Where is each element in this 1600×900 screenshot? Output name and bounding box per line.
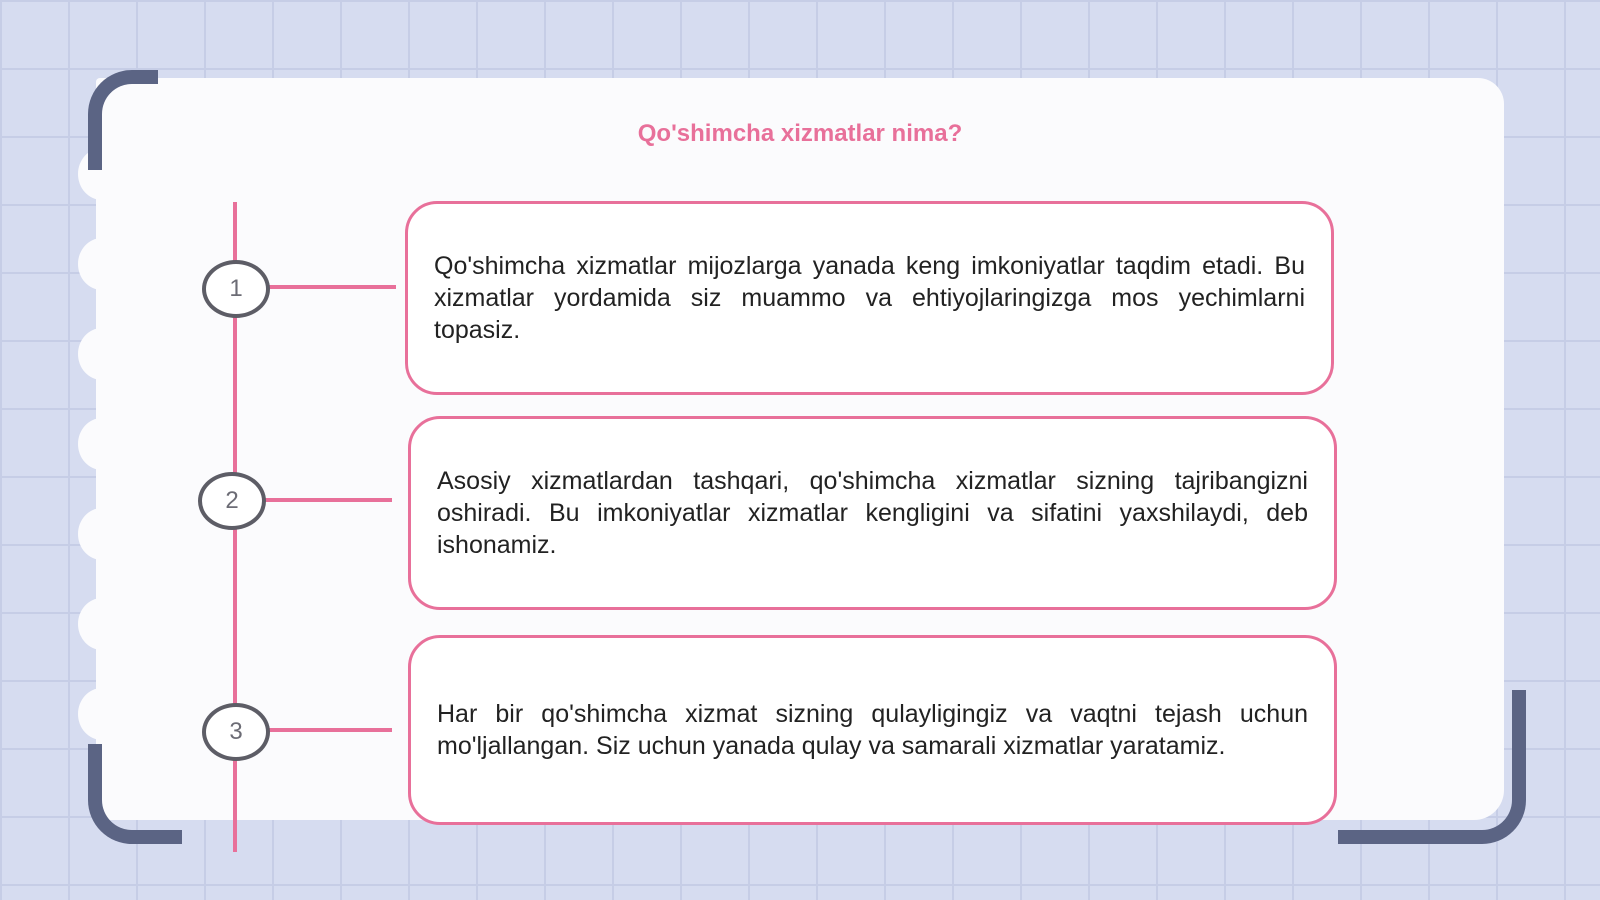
frame-corner-top-left	[88, 70, 158, 170]
page-scallop	[78, 508, 126, 560]
step-card-text: Qo'shimcha xizmatlar mijozlarga yanada keng imkoniyatlar taqdim etadi. Bu xizmatlar yordamida siz muammo va ehtiyojlaringizga mos yechimlarni topasiz.	[434, 252, 1305, 344]
frame-corner-bottom-right	[1338, 690, 1526, 844]
step-connector	[262, 498, 392, 502]
step-connector	[266, 728, 392, 732]
step-number-2: 2	[198, 472, 266, 530]
page-scallop	[78, 688, 126, 740]
page-scallop	[78, 598, 126, 650]
page-scallop	[78, 238, 126, 290]
step-connector	[266, 285, 396, 289]
frame-corner-bottom-left	[88, 744, 182, 844]
step-card-3	[408, 635, 1337, 825]
step-card-text: Asosiy xizmatlardan tashqari, qo'shimcha xizmatlar sizning tajribangizni oshiradi. Bu imkoniyatlar xizmatlar kengligini va sifatini yaxshilaydi, deb ishonamiz.	[437, 467, 1308, 559]
slide-title: Qo'shimcha xizmatlar nima?	[637, 120, 963, 147]
page-scallop	[78, 328, 126, 380]
step-number-3: 3	[202, 703, 270, 761]
step-card-text: Har bir qo'shimcha xizmat sizning qulayligingiz va vaqtni tejash uchun mo'ljallangan. Siz uchun yanada qulay va samarali xizmatlar yaratamiz.	[437, 700, 1308, 760]
step-card-2	[408, 416, 1337, 610]
page-scallop	[78, 418, 126, 470]
step-number-1: 1	[202, 260, 270, 318]
step-card-1	[405, 201, 1334, 395]
